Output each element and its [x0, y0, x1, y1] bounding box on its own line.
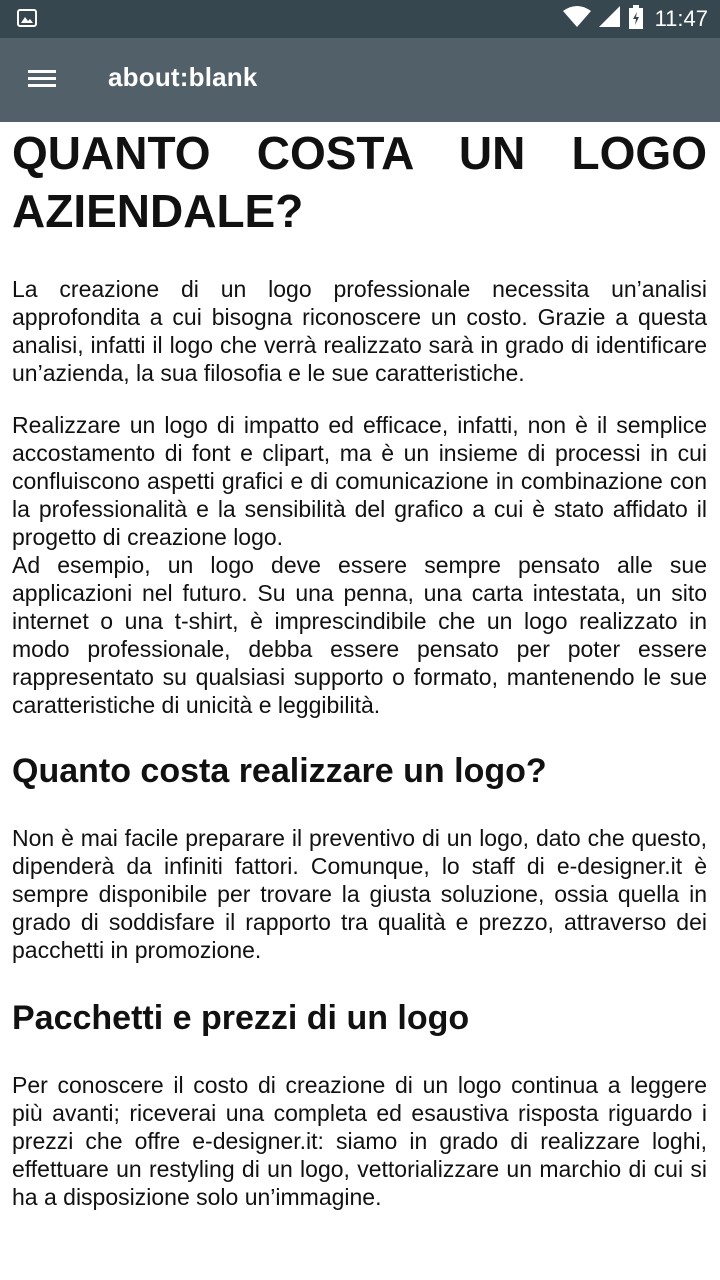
section-heading-cost: Quanto costa realizzare un logo?: [12, 752, 547, 790]
status-icons: [563, 0, 708, 38]
menu-button[interactable]: [20, 58, 64, 102]
page-title-line2: AZIENDALE?: [12, 185, 304, 237]
page-title-line1: QUANTO COSTA UN LOGO: [12, 127, 707, 179]
page-title: [12, 124, 707, 240]
article-content: [12, 122, 707, 1211]
paragraph-4: Per conoscere il costo di creazione di un logo continua a leggere più avanti; riceverai una completa ed esaustiva risposta riguardo i prezzi che offre e-designer.it: siamo in grado di realizzare loghi, effettuare un restyling di un logo, vettorializzare un marchio di cui si ha a disposizione solo un’immagine.: [12, 1072, 707, 1210]
menu-icon: [28, 67, 56, 94]
app-bar: [0, 38, 720, 122]
image-icon: [17, 9, 37, 27]
paragraph-3: Non è mai facile preparare il preventivo di un logo, dato che questo, dipenderà da infiniti fattori. Comunque, lo staff di e-designer.it è sempre disponibile per trovare la giusta soluzione, ossia quella in grado di soddisfare il rapporto tra qualità e prezzo, attraverso dei pacchetti in promozione.: [12, 825, 707, 963]
paragraph-2b: Ad esempio, un logo deve essere sempre pensato alle sue applicazioni nel futuro. Su una penna, una carta intestata, un sito internet o una t-shirt, è imprescindibile che un logo realizzato in modo professionale, debba essere pensato per poter essere rappresentato su qualsiasi supporto o formato, mantenendo le sue caratteristiche di unicità e leggibilità.: [12, 552, 707, 718]
section-heading-packages: Pacchetti e prezzi di un logo: [12, 999, 470, 1037]
intro-paragraph: La creazione di un logo professionale necessita un’analisi approfondita a cui bisogna riconoscere un costo. Grazie a questa analisi, infatti il logo che verrà realizzato sarà in grado di identificare un’azienda, la sua filosofia e le sue caratteristiche.: [12, 276, 707, 386]
paragraph-2a: Realizzare un logo di impatto ed efficace, infatti, non è il semplice accostamento di font e clipart, ma è un insieme di processi in cui confluiscono aspetti grafici e di comunicazione in combinazione con la professionalità e la sensibilità del grafico a cui è stato affidato il progetto di creazione logo.: [12, 412, 707, 550]
signal-icon: [599, 6, 621, 33]
battery-icon: [629, 5, 643, 34]
status-time: 11:47: [654, 6, 708, 31]
app-title: about:blank: [108, 62, 258, 92]
wifi-icon: [563, 6, 591, 33]
status-bar: [0, 0, 720, 38]
